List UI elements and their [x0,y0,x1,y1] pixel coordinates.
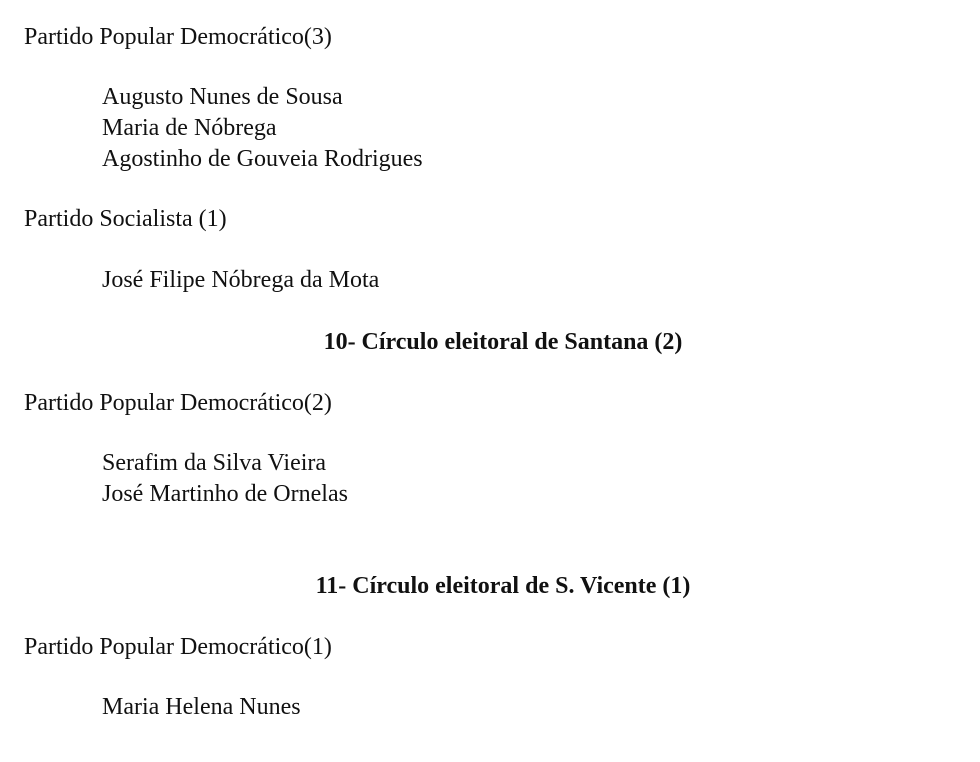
candidate-list [102,82,423,175]
party-heading: Partido Popular Democrático(1) [24,634,332,660]
electoral-circle-heading: 10- Círculo eleitoral de Santana (2) [323,329,683,355]
candidate-name: Agostinho de Gouveia Rodrigues [102,146,423,172]
candidate-name: José Filipe Nóbrega da Mota [102,267,380,293]
electoral-circle-heading: 11- Círculo eleitoral de S. Vicente (1) [315,573,691,599]
candidate-name: Augusto Nunes de Sousa [102,84,343,110]
candidate-name: Maria de Nóbrega [102,115,277,141]
candidate-list [102,448,348,510]
candidate-list [102,265,379,296]
party-heading: Partido Popular Democrático(2) [24,390,332,416]
candidate-name: José Martinho de Ornelas [102,481,348,507]
candidate-name: Serafim da Silva Vieira [102,450,327,476]
candidate-name: Maria Helena Nunes [102,694,301,720]
party-heading: Partido Socialista (1) [24,206,227,232]
party-heading: Partido Popular Democrático(3) [24,24,332,50]
candidate-list [102,692,301,723]
